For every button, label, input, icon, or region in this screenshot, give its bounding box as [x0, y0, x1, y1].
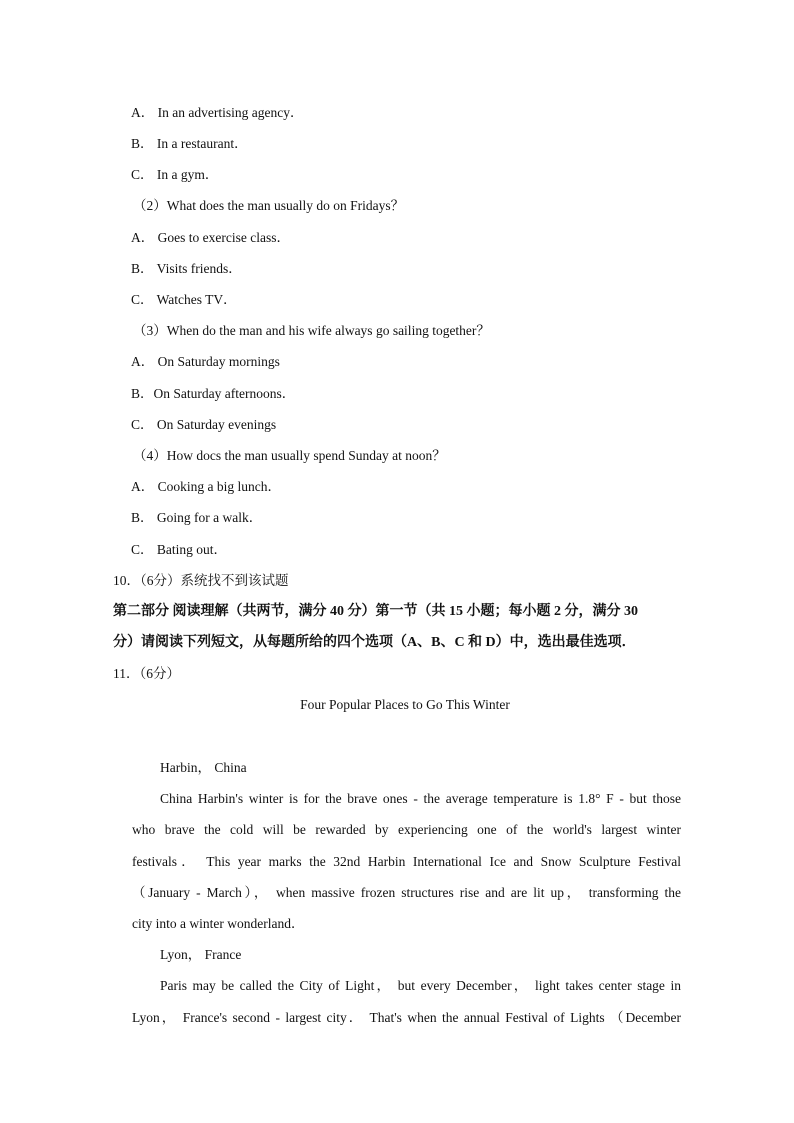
q4-question: （4）How docs the man usually spend Sunday at noon？: [133, 448, 446, 463]
q1-option-c: C． In a gym．: [131, 167, 219, 182]
q2-question: （2）What does the man usually do on Fridays？: [133, 198, 405, 213]
passage-title: Four Popular Places to Go This Winter: [300, 697, 510, 712]
section-heading-line-2: 分）请阅读下列短文，从每题所给的四个选项（A、B、C 和 D）中，选出最佳选项．: [113, 635, 636, 650]
q2-option-a: A． Goes to exercise class．: [131, 230, 290, 245]
q1-option-b: B． In a restaurant．: [131, 136, 248, 151]
q3-option-a: A． On Saturday mornings: [131, 354, 280, 369]
q4-option-b: B． Going for a walk．: [131, 510, 263, 525]
q2-option-c: C． Watches TV．: [131, 292, 237, 307]
harbin-line-4: （January - March）， when massive frozen structures rise and are lit up， transforming the: [132, 885, 681, 900]
lyon-line-2: Lyon， France's second - largest city． That's when the annual Festival of Lights （December: [132, 1010, 681, 1025]
q2-option-b: B． Visits friends．: [131, 261, 242, 276]
harbin-line-3: festivals． This year marks the 32nd Harbin International Ice and Snow Sculpture Festival: [132, 854, 681, 869]
item-11: 11．（6分）: [113, 666, 180, 681]
q4-option-a: A． Cooking a big lunch．: [131, 479, 281, 494]
harbin-line-5: city into a winter wonderland．: [132, 916, 305, 931]
lyon-line-1: Paris may be called the City of Light， but every December， light takes center stage in: [160, 978, 681, 993]
harbin-line-1: China Harbin's winter is for the brave ones - the average temperature is 1.8° F - but those: [160, 791, 681, 806]
q4-option-c: C． Bating out．: [131, 542, 228, 557]
q1-option-a: A． In an advertising agency．: [131, 105, 304, 120]
q3-option-b: B．On Saturday afternoons．: [131, 386, 296, 401]
q3-question: （3）When do the man and his wife always go sailing together？: [133, 323, 490, 338]
lyon-heading: Lyon， France: [160, 947, 242, 962]
q3-option-c: C． On Saturday evenings: [131, 417, 277, 432]
section-heading-line-1: 第二部分 阅读理解（共两节，满分 40 分）第一节（共 15 小题；每小题 2 分，满分 30: [113, 604, 638, 619]
harbin-line-2: who brave the cold will be rewarded by experiencing one of the world's largest winter: [132, 822, 681, 837]
item-10: 10．（6分）系统找不到该试题: [113, 573, 289, 588]
harbin-heading: Harbin， China: [160, 760, 247, 775]
